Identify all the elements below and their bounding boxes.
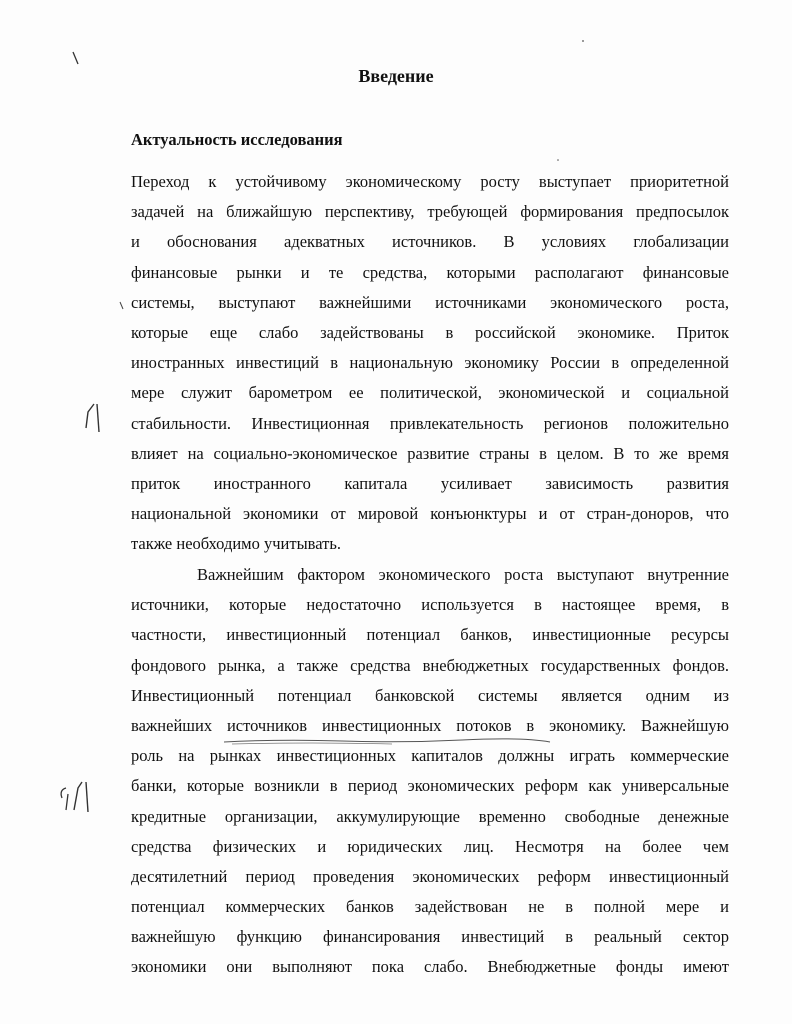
text-line: стабильности. Инвестиционная привлекательность регионов положительно xyxy=(131,413,729,433)
text-line: и обоснования адекватных источников. В условиях глобализации xyxy=(131,232,729,252)
paragraph-2 xyxy=(131,560,729,983)
text-line: частности, инвестиционный потенциал банков, инвестиционные ресурсы xyxy=(131,625,729,645)
text-line: средства физических и юридических лиц. Несмотря на более чем xyxy=(131,836,729,856)
margin-dot-mark xyxy=(555,157,563,165)
text-line: банки, которые возникли в период экономических реформ как универсальные xyxy=(131,776,729,796)
text-line: десятилетний период проведения экономических реформ инвестиционный xyxy=(131,866,729,886)
margin-handwritten-mark xyxy=(56,776,100,816)
text-line: приток иностранного капитала усиливает зависимость развития xyxy=(131,473,729,493)
text-line: национальной экономики от мировой конъюнктуры и от стран-доноров, что xyxy=(131,504,729,524)
text-line: которые еще слабо задействованы в российской экономике. Приток xyxy=(131,322,729,342)
text-line: фондового рынка, а также средства внебюджетных государственных фондов. xyxy=(131,655,729,675)
section-heading: Актуальность исследования xyxy=(131,130,343,149)
text-line: важнейшую функцию финансирования инвестиций в реальный сектор xyxy=(131,927,729,947)
margin-dot-mark xyxy=(580,38,588,46)
margin-dot-mark xyxy=(118,300,126,312)
text-line: экономики они выполняют пока слабо. Внебюджетные фонды имеют xyxy=(131,957,729,977)
text-line: источники, которые недостаточно используется в настоящее время, в xyxy=(131,595,729,615)
text-line: кредитные организации, аккумулирующие временно свободные денежные xyxy=(131,806,729,826)
text-line: системы, выступают важнейшими источниками экономического роста, xyxy=(131,292,729,312)
margin-handwritten-mark xyxy=(80,398,110,438)
text-line: иностранных инвестиций в национальную экономику России в определенной xyxy=(131,353,729,373)
text-line: влияет на социально-экономическое развитие страны в целом. В то же время xyxy=(131,443,729,463)
pencil-underline xyxy=(222,736,552,746)
text-line: потенциал коммерческих банков задействован не в полной мере и xyxy=(131,897,729,917)
text-line: Важнейшим фактором экономического роста выступают внутренние xyxy=(197,565,729,584)
text-line: мере служит барометром ее политической, экономической и социальной xyxy=(131,383,729,403)
text-line: важнейших источников инвестиционных потоков в экономику. Важнейшую xyxy=(131,715,729,735)
text-line: роль на рынках инвестиционных капиталов должны играть коммерческие xyxy=(131,746,729,766)
document-title: Введение xyxy=(358,66,434,86)
text-line: Переход к устойчивому экономическому росту выступает приоритетной xyxy=(131,172,729,191)
paragraph-1 xyxy=(131,167,729,559)
text-line: Инвестиционный потенциал банковской системы является одним из xyxy=(131,685,729,705)
text-line: финансовые рынки и те средства, которыми располагают финансовые xyxy=(131,262,729,282)
margin-tick-mark xyxy=(70,50,84,70)
text-line: также необходимо учитывать. xyxy=(131,534,341,554)
text-line: задачей на ближайшую перспективу, требующей формирования предпосылок xyxy=(131,202,729,222)
